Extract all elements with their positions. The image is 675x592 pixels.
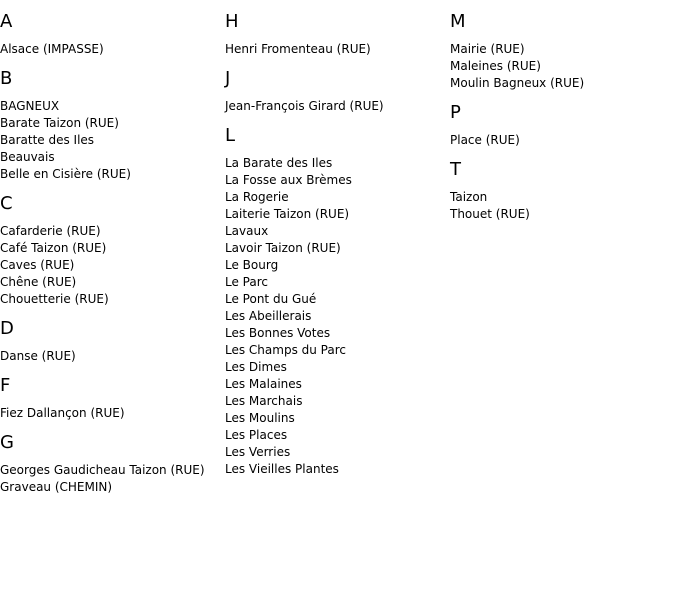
- street-list: [450, 132, 670, 149]
- street-link[interactable]: La Fosse aux Brèmes: [225, 173, 352, 187]
- street-link[interactable]: Baratte des Iles: [0, 133, 95, 147]
- letter-group-j: [225, 68, 445, 115]
- street-link[interactable]: Laiterie Taizon (RUE): [225, 207, 350, 221]
- street-link[interactable]: Les Dimes: [225, 360, 287, 374]
- list-item: [0, 405, 220, 422]
- street-link[interactable]: Georges Gaudicheau Taizon (RUE): [0, 463, 205, 477]
- street-link[interactable]: Beauvais: [0, 150, 55, 164]
- street-list: [225, 98, 445, 115]
- street-link[interactable]: Les Malaines: [225, 377, 302, 391]
- list-item: [0, 479, 220, 496]
- street-link[interactable]: Le Bourg: [225, 258, 279, 272]
- street-link[interactable]: Chêne (RUE): [0, 275, 77, 289]
- list-item: [0, 274, 220, 291]
- list-item: [225, 291, 445, 308]
- list-item: [225, 342, 445, 359]
- list-item: [225, 308, 445, 325]
- street-list: [0, 462, 220, 496]
- street-list: [450, 189, 670, 223]
- letter-group-m: [450, 11, 670, 92]
- list-item: [225, 98, 445, 115]
- list-item: [225, 461, 445, 478]
- list-item: [225, 257, 445, 274]
- list-item: [450, 58, 670, 75]
- list-item: [0, 149, 220, 166]
- list-item: [0, 98, 220, 115]
- street-link[interactable]: Maleines (RUE): [450, 59, 541, 73]
- letter-heading: M: [450, 11, 466, 32]
- letter-group-a: [0, 11, 220, 58]
- list-item: [450, 206, 670, 223]
- street-list: [225, 155, 445, 478]
- list-item: [0, 257, 220, 274]
- list-item: [225, 444, 445, 461]
- list-item: [225, 240, 445, 257]
- letter-group-f: [0, 375, 220, 422]
- list-item: [450, 189, 670, 206]
- street-link[interactable]: Fiez Dallançon (RUE): [0, 406, 125, 420]
- street-link[interactable]: Chouetterie (RUE): [0, 292, 109, 306]
- letter-heading: A: [0, 11, 13, 32]
- street-link[interactable]: Les Places: [225, 428, 288, 442]
- list-item: [225, 376, 445, 393]
- list-item: [450, 75, 670, 92]
- list-item: [0, 240, 220, 257]
- letter-heading: B: [0, 68, 13, 89]
- list-item: [0, 462, 220, 479]
- list-item: [0, 223, 220, 240]
- letter-group-h: [225, 11, 445, 58]
- street-link[interactable]: Alsace (IMPASSE): [0, 42, 104, 56]
- list-item: [225, 41, 445, 58]
- letter-heading: G: [0, 432, 14, 453]
- street-link[interactable]: Taizon: [450, 190, 488, 204]
- letter-group-l: [225, 125, 445, 478]
- list-item: [450, 41, 670, 58]
- list-item: [225, 427, 445, 444]
- letter-heading: T: [450, 159, 461, 180]
- list-item: [0, 291, 220, 308]
- list-item: [225, 172, 445, 189]
- list-item: [225, 206, 445, 223]
- letter-group-t: [450, 159, 670, 223]
- street-link[interactable]: Place (RUE): [450, 133, 520, 147]
- street-link[interactable]: La Rogerie: [225, 190, 289, 204]
- list-item: [0, 132, 220, 149]
- list-item: [225, 393, 445, 410]
- street-link[interactable]: Lavaux: [225, 224, 269, 238]
- letter-group-c: [0, 193, 220, 308]
- letter-group-p: [450, 102, 670, 149]
- letter-group-d: [0, 318, 220, 365]
- index-column-3: [450, 11, 670, 233]
- street-list: [225, 41, 445, 58]
- street-link[interactable]: Les Moulins: [225, 411, 295, 425]
- street-link[interactable]: Les Abeillerais: [225, 309, 312, 323]
- street-link[interactable]: Moulin Bagneux (RUE): [450, 76, 585, 90]
- list-item: [225, 359, 445, 376]
- street-link[interactable]: Mairie (RUE): [450, 42, 525, 56]
- street-link[interactable]: Les Champs du Parc: [225, 343, 346, 357]
- street-link[interactable]: Lavoir Taizon (RUE): [225, 241, 341, 255]
- street-link[interactable]: Caves (RUE): [0, 258, 75, 272]
- letter-heading: H: [225, 11, 239, 32]
- list-item: [225, 155, 445, 172]
- list-item: [225, 325, 445, 342]
- street-link[interactable]: Graveau (CHEMIN): [0, 480, 113, 494]
- index-column-2: [225, 11, 445, 488]
- list-item: [450, 132, 670, 149]
- street-link[interactable]: Jean-François Girard (RUE): [225, 99, 384, 113]
- list-item: [225, 410, 445, 427]
- street-link[interactable]: BAGNEUX: [0, 99, 60, 113]
- street-link[interactable]: Les Vieilles Plantes: [225, 462, 339, 476]
- letter-heading: C: [0, 193, 13, 214]
- street-link[interactable]: Henri Fromenteau (RUE): [225, 42, 371, 56]
- letter-heading: P: [450, 102, 461, 123]
- list-item: [225, 274, 445, 291]
- street-link[interactable]: Danse (RUE): [0, 349, 76, 363]
- letter-heading: J: [225, 68, 231, 89]
- street-list: [450, 41, 670, 92]
- list-item: [0, 348, 220, 365]
- street-link[interactable]: Les Bonnes Votes: [225, 326, 331, 340]
- street-link[interactable]: Le Pont du Gué: [225, 292, 317, 306]
- list-item: [0, 41, 220, 58]
- street-link[interactable]: La Barate des Iles: [225, 156, 333, 170]
- street-link[interactable]: Les Verries: [225, 445, 291, 459]
- street-link[interactable]: Barate Taizon (RUE): [0, 116, 119, 130]
- index-column-1: [0, 11, 220, 506]
- letter-heading: L: [225, 125, 236, 146]
- letter-heading: F: [0, 375, 11, 396]
- street-link[interactable]: Thouet (RUE): [450, 207, 530, 221]
- street-list: [0, 405, 220, 422]
- street-list: [0, 348, 220, 365]
- letter-group-g: [0, 432, 220, 496]
- street-list: [0, 41, 220, 58]
- street-list: [0, 98, 220, 183]
- street-link[interactable]: Café Taizon (RUE): [0, 241, 107, 255]
- letter-heading: D: [0, 318, 14, 339]
- list-item: [0, 166, 220, 183]
- street-link[interactable]: Les Marchais: [225, 394, 303, 408]
- list-item: [225, 189, 445, 206]
- street-link[interactable]: Cafarderie (RUE): [0, 224, 101, 238]
- street-link[interactable]: Le Parc: [225, 275, 268, 289]
- letter-group-b: [0, 68, 220, 183]
- list-item: [225, 223, 445, 240]
- street-list: [0, 223, 220, 308]
- street-link[interactable]: Belle en Cisière (RUE): [0, 167, 131, 181]
- list-item: [0, 115, 220, 132]
